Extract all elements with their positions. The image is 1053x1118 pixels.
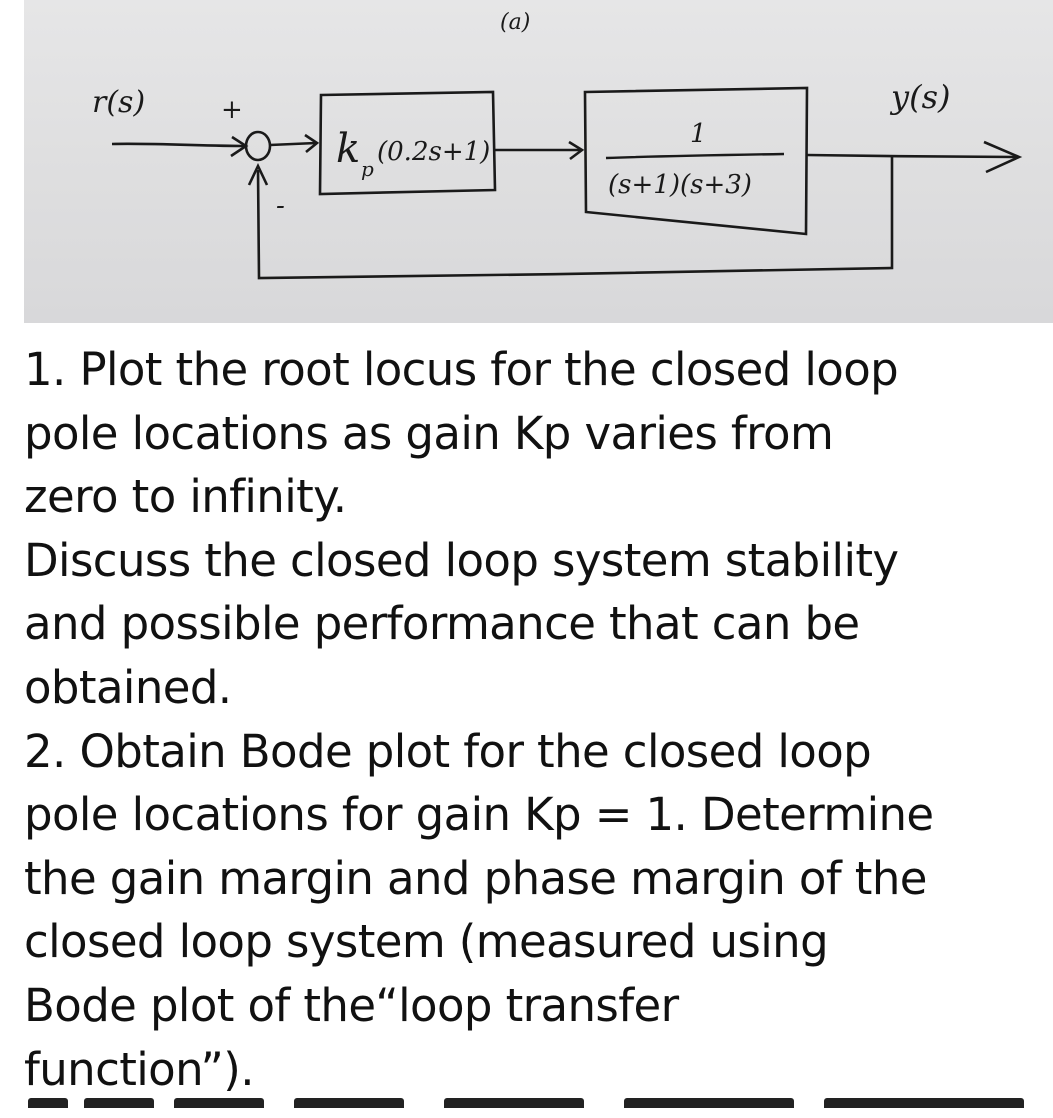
plant-block <box>585 88 807 234</box>
question-line: obtained. <box>24 660 232 714</box>
question-line: 2. Obtain Bode plot for the closed loop <box>24 724 872 778</box>
plant-fraction-bar <box>606 154 784 158</box>
block-diagram-photo <box>24 0 1053 323</box>
summing-junction <box>246 132 270 160</box>
controller-gain: k <box>336 126 361 172</box>
cut-off-glyphs <box>84 1098 154 1108</box>
question-line: 1. Plot the root locus for the closed loop <box>24 343 899 396</box>
figure-label: (a) <box>500 10 531 35</box>
controller-expression: (0.2s+1) <box>377 137 491 167</box>
question-line: Bode plot of the“loop transfer <box>24 978 679 1032</box>
question-line: Discuss the closed loop system stability <box>24 533 899 587</box>
question-text <box>24 338 1053 1101</box>
output-signal-line <box>807 155 1017 157</box>
cut-off-glyphs <box>444 1098 584 1108</box>
cut-off-next-line <box>24 1098 1053 1118</box>
plant-denominator: (s+1)(s+3) <box>608 170 752 200</box>
feedback-path <box>258 156 892 278</box>
cut-off-glyphs <box>28 1098 68 1108</box>
cut-off-glyphs <box>294 1098 404 1108</box>
question-line: pole locations as gain Kp varies from <box>24 406 834 460</box>
block-diagram <box>24 0 1053 323</box>
sum-minus-sign: - <box>276 191 285 221</box>
cut-off-glyphs <box>624 1098 794 1108</box>
question-line: pole locations for gain Kp = 1. Determine <box>24 788 934 842</box>
question-line: and possible performance that can be <box>24 597 860 651</box>
question-line: function”). <box>24 1042 254 1096</box>
input-label: r(s) <box>92 85 146 120</box>
sum-plus-sign: + <box>221 95 243 125</box>
input-signal-line <box>112 144 246 146</box>
cut-off-glyphs <box>824 1098 1024 1108</box>
cut-off-glyphs <box>174 1098 264 1108</box>
question-line: the gain margin and phase margin of the <box>24 851 927 905</box>
controller-gain-subscript: p <box>361 157 374 181</box>
question-line: zero to infinity. <box>24 470 347 524</box>
plant-numerator: 1 <box>690 119 707 149</box>
junction-to-controller-line <box>270 143 316 145</box>
output-label: y(s) <box>891 78 951 116</box>
question-line: closed loop system (measured using <box>24 915 829 969</box>
